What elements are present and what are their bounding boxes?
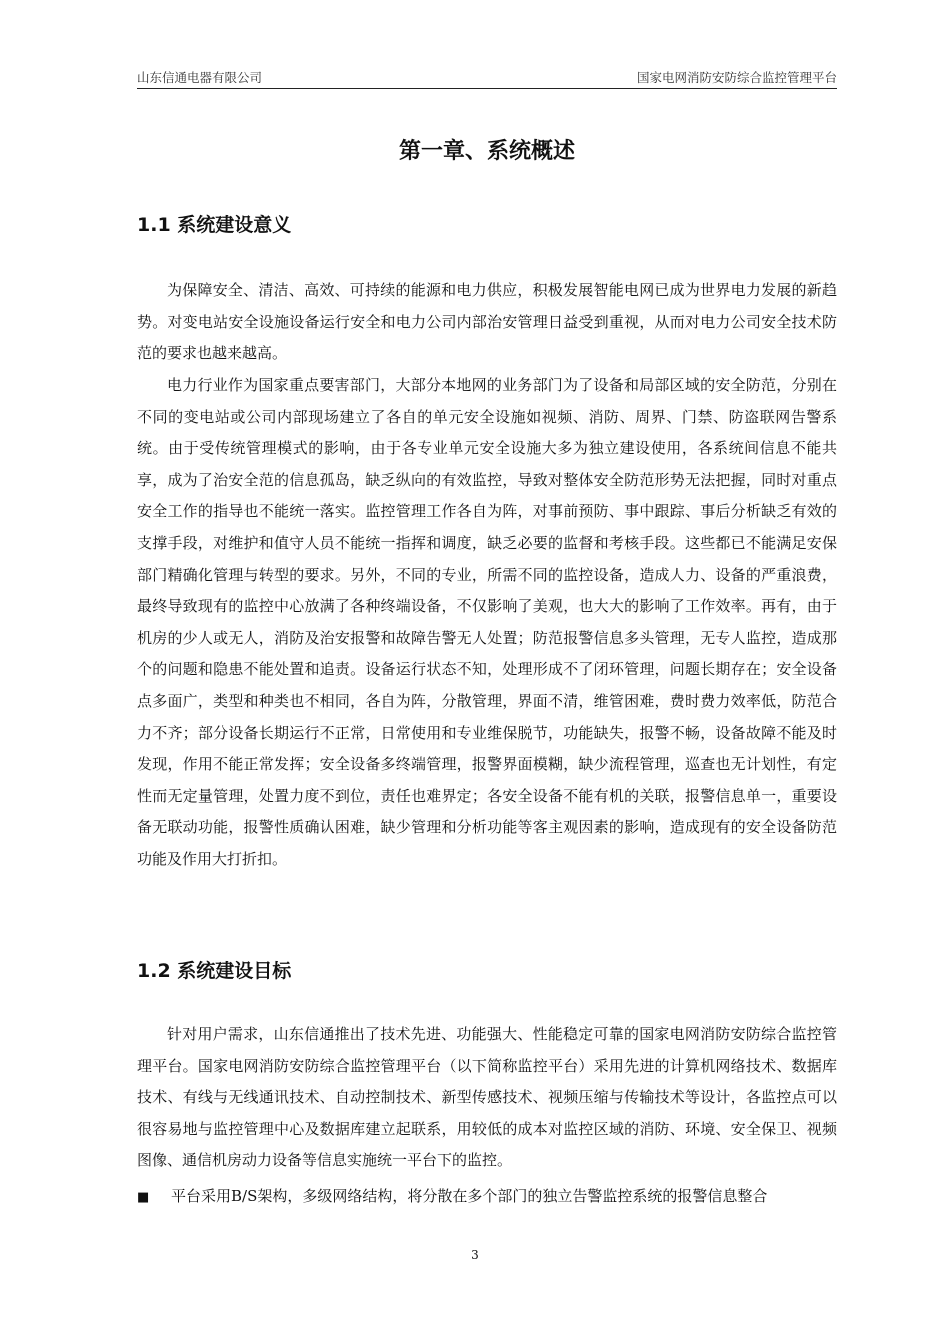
header-company: 山东信通电器有限公司 <box>137 70 263 85</box>
paragraph: 电力行业作为国家重点要害部门，大部分本地网的业务部门为了设备和局部区域的安全防范，分别在不同的变电站或公司内部现场建立了各自的单元安全设施如视频、消防、周界、门禁、防盗联网告警系统。由于受传统管理模式的影响，由于各专业单元安全设施大多为独立建设使用，各系统间信息不能共享，成为了治安全范的信息孤岛，缺乏纵向的有效监控，导致对整体安全防范形势无法把握，同时对重点安全工作的指导也不能统一落实。监控管理工作各自为阵，对事前预防、事中跟踪、事后分析缺乏有效的支撑手段，对维护和值守人员不能统一指挥和调度，缺乏必要的监督和考核手段。这些都已不能满足安保部门精确化管理与转型的要求。另外，不同的专业，所需不同的监控设备，造成人力、设备的严重浪费，最终导致现有的监控中心放满了各种终端设备，不仅影响了美观，也大大的影响了工作效率。再有，由于机房的少人或无人，消防及治安报警和故障告警无人处置；防范报警信息多头管理，无专人监控，造成那个的问题和隐患不能处置和追责。设备运行状态不知，处理形成不了闭环管理，问题长期存在；安全设备点多面广，类型和种类也不相同，各自为阵，分散管理，界面不清，维管困难，费时费力效率低，防范合力不齐；部分设备长期运行不正常，日常使用和专业维保脱节，功能缺失，报警不畅，设备故障不能及时发现，作用不能正常发挥；安全设备多终端管理，报警界面模糊，缺少流程管理，巡查也无计划性，有定性而无定量管理，处置力度不到位，责任也难界定；各安全设备不能有机的关联，报警信息单一，重要设备无联动功能，报警性质确认困难，缺少管理和分析功能等客主观因素的影响，造成现有的安全设备防范功能及作用大打折扣。 <box>137 376 837 868</box>
paragraph: 为保障安全、清洁、高效、可持续的能源和电力供应，积极发展智能电网已成为世界电力发展的新趋势。对变电站安全设施设备运行安全和电力公司内部治安管理日益受到重视，从而对电力公司安全技术防范的要求也越来越高。 <box>137 281 837 363</box>
page-number: 3 <box>471 1248 479 1262</box>
section-heading-1-1: 1.1 系统建设意义 <box>137 214 292 236</box>
chapter-title: 第一章、系统概述 <box>398 139 575 164</box>
page-header <box>137 64 837 89</box>
square-bullet-icon: ■ <box>137 1190 150 1205</box>
paragraph: 针对用户需求，山东信通推出了技术先进、功能强大、性能稳定可靠的国家电网消防安防综合监控管理平台。国家电网消防安防综合监控管理平台（以下简称监控平台）采用先进的计算机网络技术、数据库技术、有线与无线通讯技术、自动控制技术、新型传感技术、视频压缩与传输技术等设计，各监控点可以很容易地与监控管理中心及数据库建立起联系，用较低的成本对监控区域的消防、环境、安全保卫、视频图像、通信机房动力设备等信息实施统一平台下的监控。 <box>137 1025 837 1170</box>
bullet-text: 平台采用B/S架构，多级网络结构，将分散在多个部门的独立告警监控系统的报警信息整合 <box>171 1187 768 1205</box>
header-platform-title: 国家电网消防安防综合监控管理平台 <box>636 70 837 85</box>
section-heading-1-2: 1.2 系统建设目标 <box>137 960 292 982</box>
bullet-item <box>137 1181 837 1214</box>
